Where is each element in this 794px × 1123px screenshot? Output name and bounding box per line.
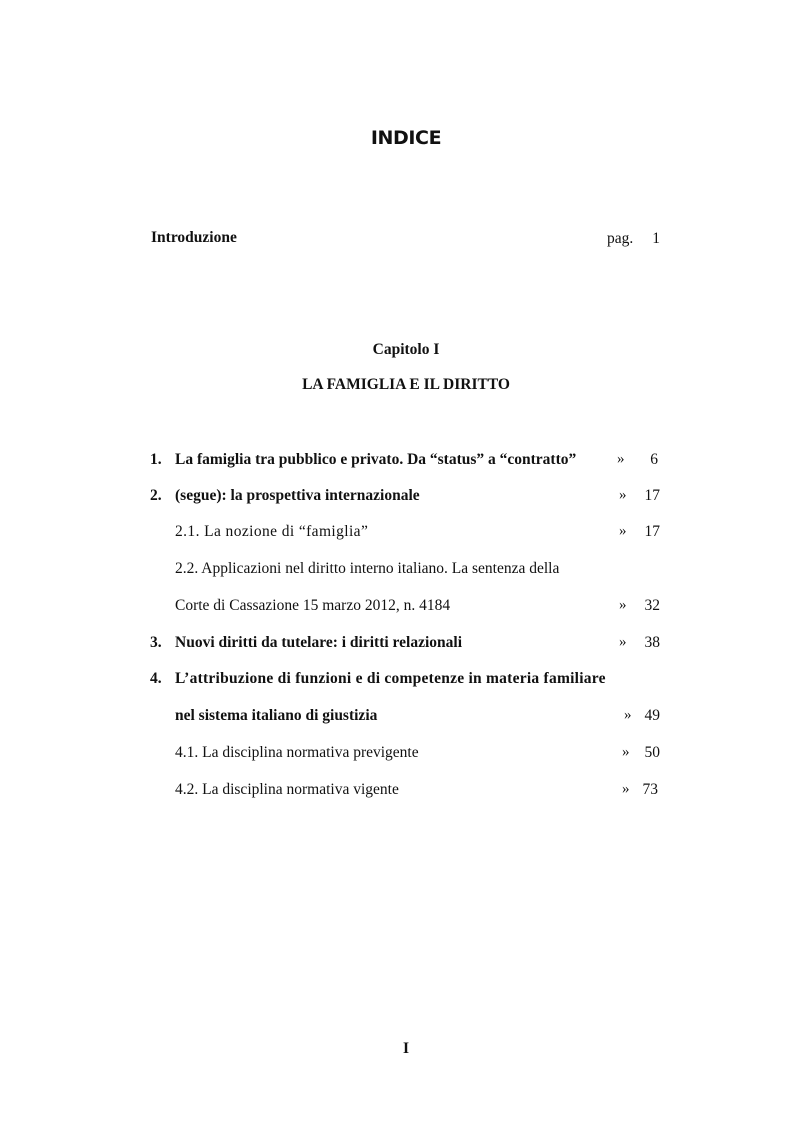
toc-entry-marker-3: » xyxy=(619,634,627,650)
toc-entry-page-4: 49 xyxy=(644,707,660,724)
toc-entry-marker-1: » xyxy=(617,451,625,467)
toc-entry-3[interactable]: Nuovi diritti da tutelare: i diritti relazionali xyxy=(175,634,463,651)
toc-entry-marker-2-1: » xyxy=(619,523,627,539)
toc-entry-number-1: 1. xyxy=(150,451,162,468)
toc-entry-number-2: 2. xyxy=(150,487,162,504)
page-number: I xyxy=(402,1040,410,1057)
toc-entry-1[interactable]: La famiglia tra pubblico e privato. Da “status” a “contratto” xyxy=(175,451,577,468)
toc-entry-page-3: 38 xyxy=(644,634,660,651)
toc-entry-4-continued[interactable]: nel sistema italiano di giustizia xyxy=(175,707,378,724)
toc-intro-pag-label: pag. xyxy=(607,230,634,247)
toc-entry-page-4-2: 73 xyxy=(642,781,658,798)
toc-entry-marker-2: » xyxy=(619,487,627,503)
toc-entry-4-2[interactable]: 4.2. La disciplina normativa vigente xyxy=(175,781,399,798)
toc-entry-marker-4: » xyxy=(624,707,632,723)
toc-entry-2[interactable]: (segue): la prospettiva internazionale xyxy=(175,487,420,504)
toc-entry-page-2-2: 32 xyxy=(644,597,660,614)
toc-entry-2-1[interactable]: 2.1. La nozione di “famiglia” xyxy=(175,523,369,540)
toc-intro-page: 1 xyxy=(652,230,660,247)
toc-entry-marker-4-1: » xyxy=(622,744,630,760)
chapter-label: Capitolo I xyxy=(372,341,440,358)
page-title: INDICE xyxy=(370,127,442,149)
toc-entry-4-1[interactable]: 4.1. La disciplina normativa previgente xyxy=(175,744,419,761)
toc-entry-number-4: 4. xyxy=(150,670,162,687)
toc-entry-marker-4-2: » xyxy=(622,781,630,797)
toc-entry-2-2[interactable]: 2.2. Applicazioni nel diritto interno italiano. La sentenza della xyxy=(175,560,560,577)
toc-entry-page-2-1: 17 xyxy=(644,523,660,540)
toc-entry-page-1: 6 xyxy=(650,451,658,468)
toc-entry-page-4-1: 50 xyxy=(644,744,660,761)
toc-entry-4[interactable]: L’attribuzione di funzioni e di competenze in materia familiare xyxy=(175,670,606,687)
toc-entry-2-2-continued[interactable]: Corte di Cassazione 15 marzo 2012, n. 4184 xyxy=(175,597,451,614)
toc-intro-label[interactable]: Introduzione xyxy=(151,229,237,246)
toc-entry-marker-2-2: » xyxy=(619,597,627,613)
toc-entry-page-2: 17 xyxy=(644,487,660,504)
toc-entry-number-3: 3. xyxy=(150,634,162,651)
chapter-title: LA FAMIGLIA E IL DIRITTO xyxy=(302,376,510,393)
